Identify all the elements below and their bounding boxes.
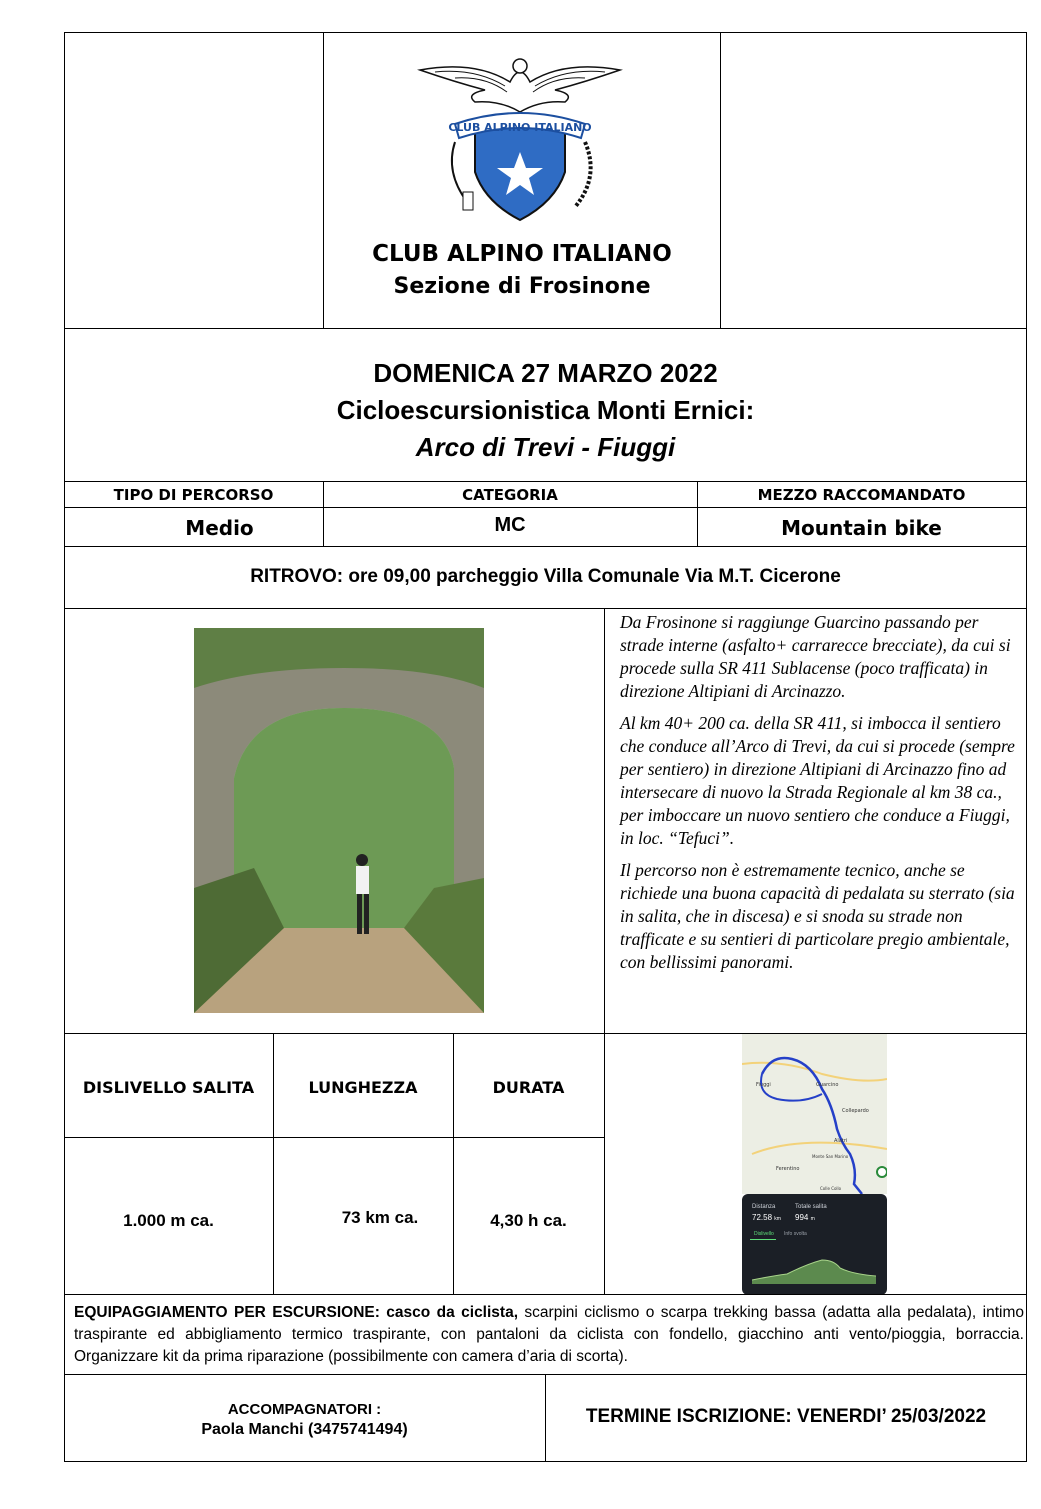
header-mezzo: MEZZO RACCOMANDATO	[757, 486, 966, 504]
header-categoria: CATEGORIA	[462, 486, 558, 504]
value-categoria: MC	[494, 514, 526, 536]
header-lunghezza: LUNGHEZZA	[308, 1078, 418, 1097]
map-label-monte-san-marino: Monte San Marino	[812, 1154, 849, 1159]
value-mezzo: Mountain bike	[781, 516, 942, 540]
elevation-profile	[752, 1252, 876, 1284]
map-label-colle-collo: Colle Collo	[820, 1186, 842, 1191]
header-tipo-percorso: TIPO DI PERCORSO	[113, 486, 274, 504]
map-label-ferentino: Ferentino	[776, 1166, 800, 1172]
description-paragraph: Al km 40+ 200 ca. della SR 411, si imbocca il sentiero che conduce all’Arco di Trevi, da cui si procede (sempre per sentiero) in direzione Altipiani di Arcinazzo fino ad intersecare di nuovo la Strada Regionale al km 38 ca., per imboccare un nuovo sentiero che conduce a Fiuggi, in loc. “Tefuci”.	[620, 713, 1015, 848]
map-label-alatri: Alatri	[834, 1138, 848, 1144]
meeting-label: RITROVO	[250, 566, 337, 587]
event-subtitle: Arco di Trevi - Fiuggi	[415, 432, 676, 462]
map-label-collepardo: Collepardo	[842, 1108, 869, 1114]
logo-ribbon-text: CLUB ALPINO ITALIANO	[448, 121, 592, 134]
value-lunghezza: 73 km ca.	[341, 1208, 419, 1227]
route-map	[742, 1034, 887, 1194]
distance-unit: km	[774, 1216, 781, 1222]
distance-value: 72.58	[752, 1213, 773, 1222]
stone-arch-image	[194, 628, 484, 1013]
registration-deadline: TERMINE ISCRIZIONE: VENERDI’ 25/03/2022	[585, 1406, 987, 1427]
header-durata: DURATA	[492, 1078, 565, 1097]
value-durata: 4,30 h ca.	[490, 1211, 567, 1230]
map-label-fiuggi: Fiuggi	[756, 1082, 771, 1088]
event-title: Cicloescursionistica Monti Ernici:	[336, 395, 755, 425]
meeting-text: : ore 09,00 parcheggio Villa Comunale Via M.T. Cicerone	[336, 566, 841, 587]
org-name: CLUB ALPINO ITALIANO	[372, 241, 672, 267]
value-tipo-percorso: Medio	[185, 516, 254, 540]
arch-photo	[194, 628, 484, 1013]
equipment-label: EQUIPAGGIAMENTO PER ESCURSIONE: casco da ciclista,	[74, 1304, 519, 1321]
event-date: DOMENICA 27 MARZO 2022	[373, 358, 718, 388]
header-dislivello: DISLIVELLO SALITA	[82, 1078, 255, 1097]
climb-label: Totale salita	[795, 1204, 827, 1210]
route-description	[620, 611, 1025, 983]
description-paragraph: Da Frosinone si raggiunge Guarcino passando per strade interne (asfalto+ carrarecce brecciate), da cui si procede sulla SR 411 Sublacense (poco trafficata) in direzione Altipiani di Arcinazzo.	[620, 612, 1011, 701]
distance-label: Distanza	[752, 1204, 776, 1210]
tab-dislivello[interactable]: Dislivello	[754, 1231, 774, 1237]
route-map-image	[742, 1034, 887, 1194]
equipment-section	[74, 1302, 1024, 1368]
guides-label: ACCOMPAGNATORI :	[227, 1401, 382, 1418]
tab-info-svolta[interactable]: Info svolta	[784, 1231, 807, 1237]
equipment-text: scarpini ciclismo o scarpa trekking bassa (adatta alla pedalata), intimo traspirante ed abbigliamento termico traspirante, con pantaloni da ciclista con fondello, giacchino anti vento/pioggia, borraccia. Organizzare kit da prima riparazione (possibilmente con camera d’aria di scorta).	[74, 1304, 1024, 1365]
map-label-guarcino: Guarcino	[816, 1082, 839, 1088]
eagle-shield-emblem	[415, 52, 625, 232]
cai-logo	[415, 52, 625, 232]
description-paragraph: Il percorso non è estremamente tecnico, anche se richiede una buona capacità di pedalata su sterrato (sia in salita, che in discesa) e si snoda su strade non trafficate e su sentieri di particolare pregio ambientale, con bellissimi panorami.	[620, 860, 1015, 972]
climb-value: 994	[795, 1213, 809, 1222]
meeting-line	[64, 566, 1027, 588]
guides-name: Paola Manchi (3475741494)	[201, 1421, 408, 1438]
route-stats-panel	[742, 1194, 887, 1295]
value-dislivello: 1.000 m ca.	[123, 1211, 214, 1230]
section-name: Sezione di Frosinone	[393, 274, 651, 299]
climb-unit: m	[810, 1216, 815, 1222]
